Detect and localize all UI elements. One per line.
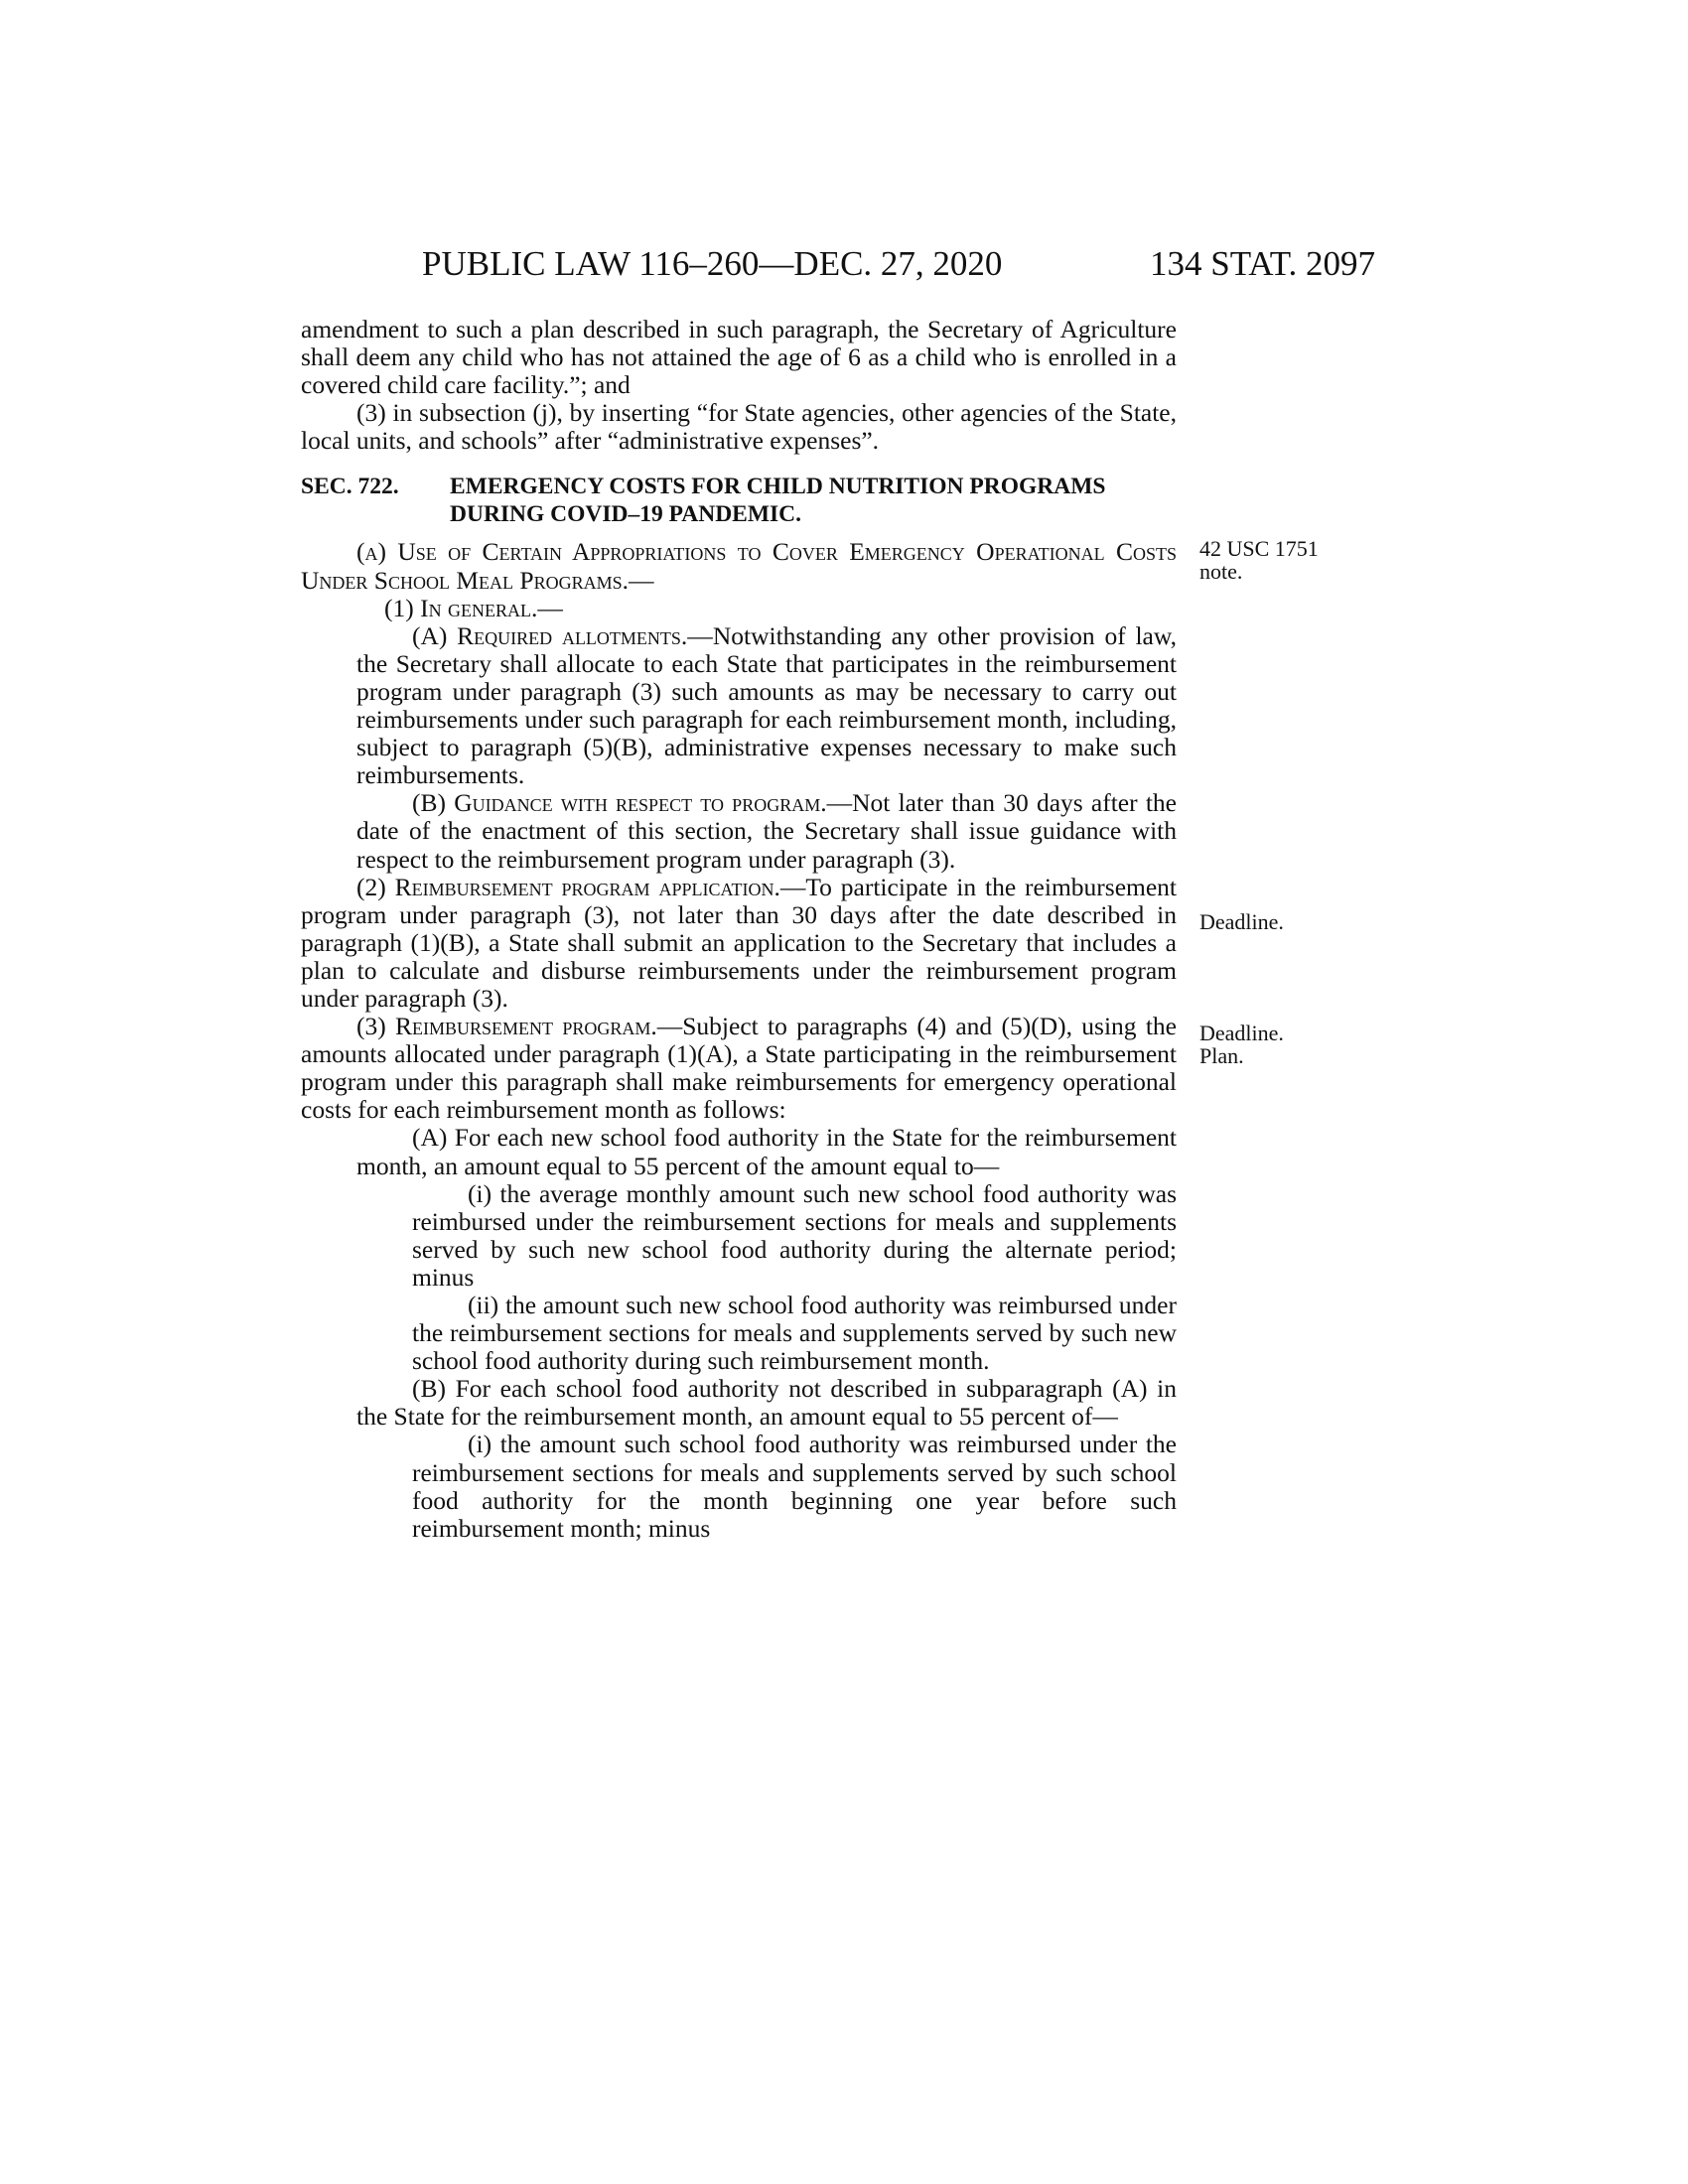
section-heading [301, 473, 1177, 528]
body-text [301, 316, 1177, 1543]
section-title-line-2: DURING COVID–19 PANDEMIC. [450, 501, 802, 528]
subparagraph-A-text: Notwithstanding any other provision of law, the Secretary shall allocate to each State that participates in the reimbursement program under paragraph (3) such amounts as may be necessary to carry out reimbursements under such paragraph for each reimbursement month, including, subject to paragraph (5)(B), administrative expenses necessary to make such reimbursements. [356, 620, 1177, 790]
margin-note-deadline-2 [1199, 1022, 1284, 1067]
stat-page-number: 134 STAT. 2097 [1150, 244, 1375, 283]
page-header [0, 244, 1688, 294]
clause-3B-i: (i) the amount such school food authority was reimbursed under the reimbursement sections for meals and supplements served by such school food authority for the month beginning one year before such reimbursement month; minus [412, 1430, 1177, 1543]
para-subsection-j: (3) in subsection (j), by inserting “for State agencies, other agencies of the State, local units, and schools” after “administrative expenses”. [301, 398, 1177, 456]
clause-3A-i: (i) the average monthly amount such new school food authority was reimbursed under the reimbursement sections for meals and supplements served by such new school food authority during the alternate period; minus [412, 1178, 1177, 1292]
paragraph-2-text: To participate in the reimbursement program under paragraph (3), not later than 30 days after the date described in paragraph (1)(B), a State shall submit an application to the Secretary that includes a plan to calculate and disburse reimbursements under the reimbursement program under paragraph (3). [301, 872, 1178, 1013]
subparagraph-B [301, 789, 1177, 873]
paragraph-1-title: (1) In general.— [384, 593, 563, 622]
subparagraph-3A: (A) For each new school food authority in the State for the reimbursement month, an amount equal to 55 percent of the amount equal to— [356, 1123, 1177, 1180]
paragraph-2-title: (2) Reimbursement program application.— [356, 872, 806, 901]
subsection-a-heading: (a) Use of Certain Appropriations to Cover Emergency Operational Costs Under School Meal Programs.— [301, 537, 1177, 595]
paragraph-1-heading [301, 595, 1177, 622]
paragraph-3 [301, 1013, 1177, 1124]
plan-label: Plan. [1199, 1043, 1244, 1068]
paragraph-2 [301, 874, 1177, 1013]
subparagraph-B-title: (B) Guidance with respect to program.— [412, 788, 853, 818]
paragraph-3-title: (3) Reimbursement program.— [356, 1012, 683, 1041]
section-number: SEC. 722. [301, 474, 399, 500]
subparagraph-A-title: (A) Required allotments.— [412, 620, 713, 650]
paragraph-3-text: Subject to paragraphs (4) and (5)(D), using the amounts allocated under paragraph (1)(A), a State participating in the reimbursement program under this paragraph shall make reimbursements for emergency operational costs for each reimbursement month as follows: [301, 1012, 1177, 1125]
subparagraph-3B: (B) For each school food authority not described in subparagraph (A) in the State for the reimbursement month, an amount equal to 55 percent of— [356, 1374, 1177, 1432]
clause-3A-ii: (ii) the amount such new school food authority was reimbursed under the reimbursement sections for meals and supplements served by such new school food authority during such reimbursement month. [412, 1291, 1177, 1376]
deadline-label: Deadline. [1199, 1021, 1284, 1045]
subparagraph-A [301, 622, 1177, 790]
margin-note-usc [1199, 537, 1319, 583]
margin-note-deadline-1: Deadline. [1199, 909, 1284, 934]
usc-note: note. [1199, 559, 1243, 584]
law-title: PUBLIC LAW 116–260—DEC. 27, 2020 [422, 244, 1003, 283]
section-title-line-1: EMERGENCY COSTS FOR CHILD NUTRITION PROGRAMS [450, 474, 1106, 500]
para-continued: amendment to such a plan described in such paragraph, the Secretary of Agriculture shall deem any child who has not attained the age of 6 as a child who is enrolled in a covered child care facility.”; and [301, 315, 1177, 400]
usc-citation: 42 USC 1751 [1199, 536, 1319, 561]
subparagraph-B-text: Not later than 30 days after the date of the enactment of this section, the Secretary shall issue guidance with respect to the reimbursement program under paragraph (3). [356, 788, 1177, 874]
